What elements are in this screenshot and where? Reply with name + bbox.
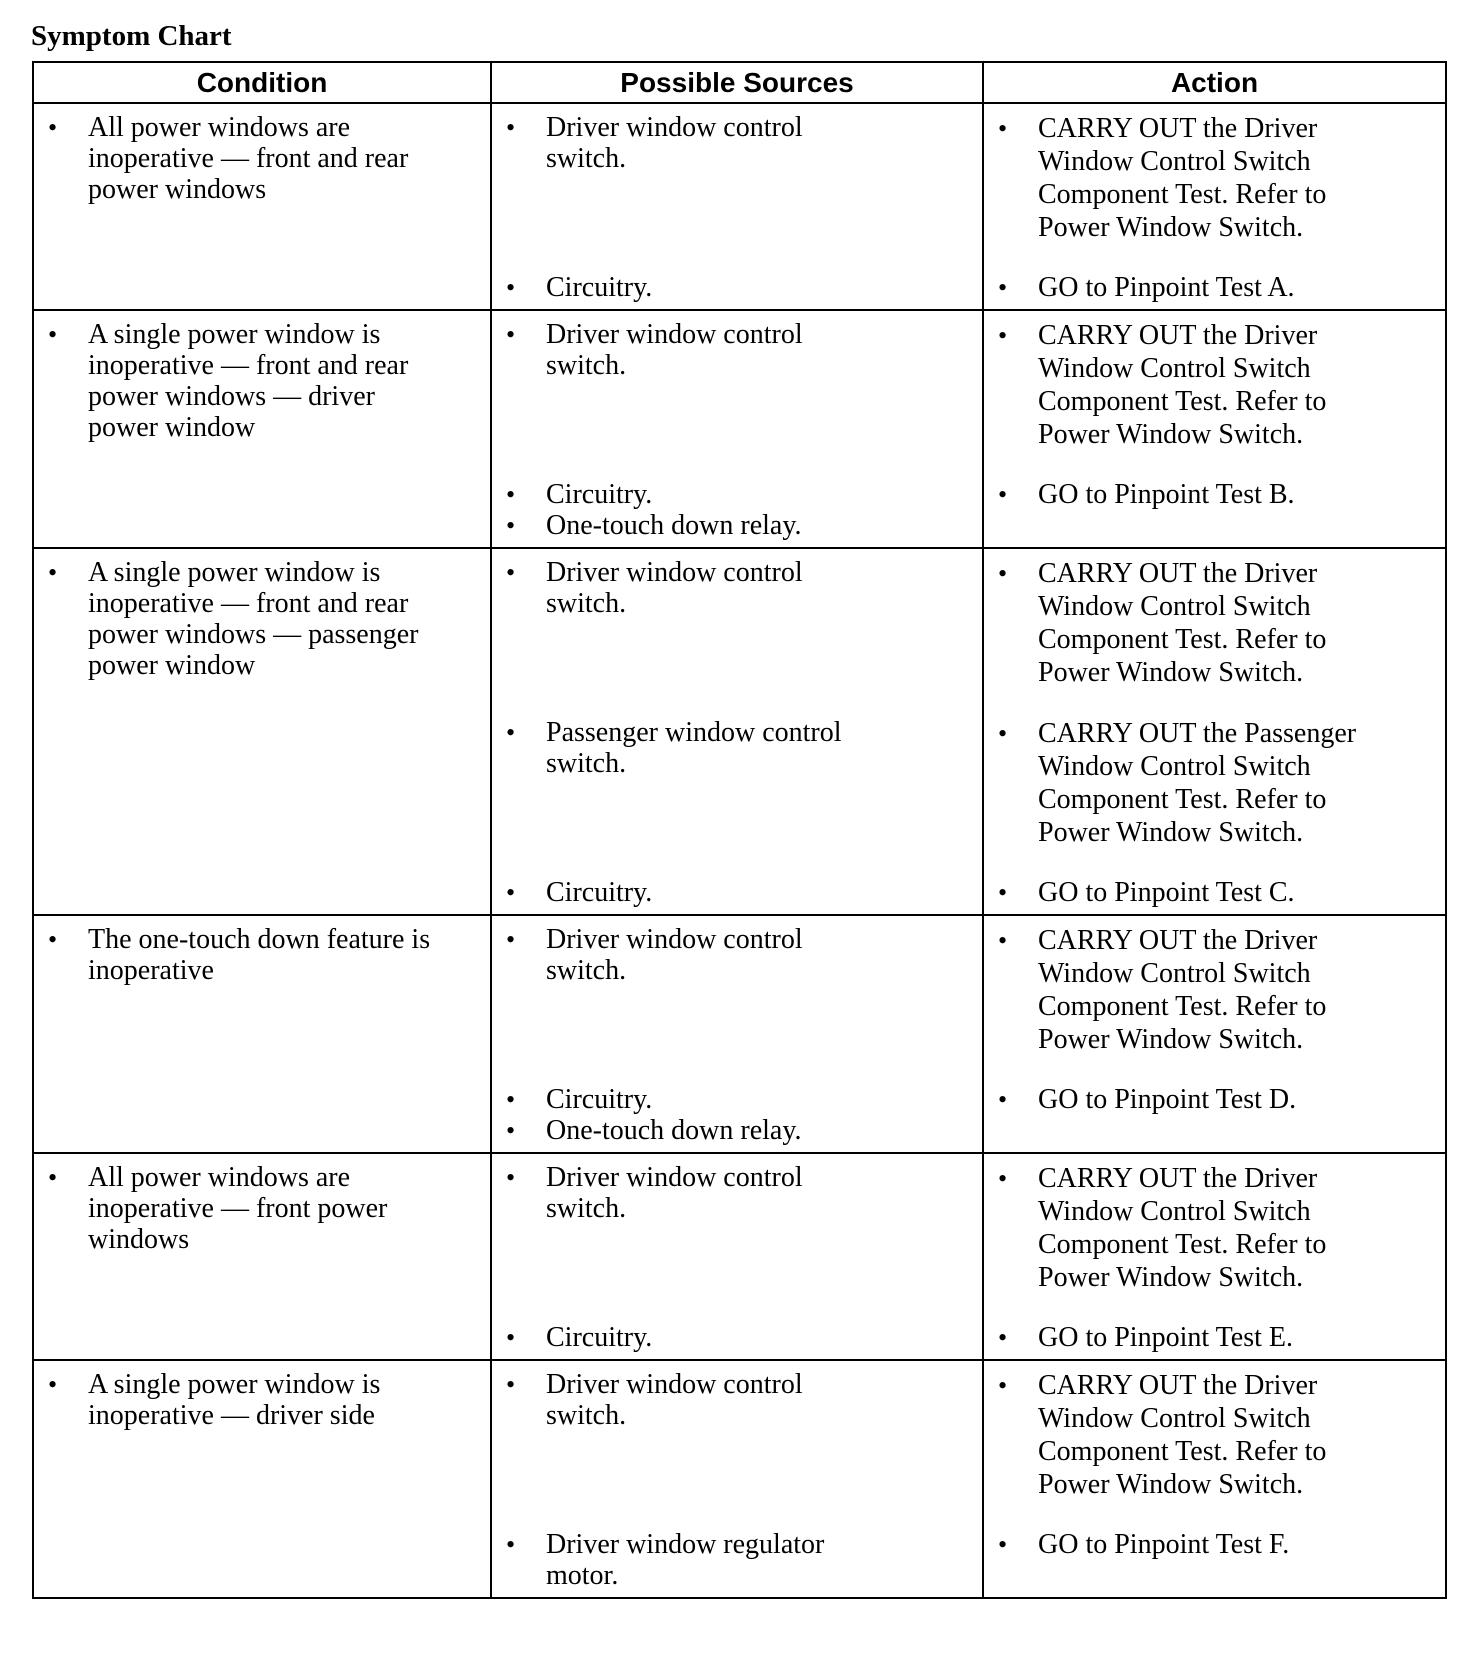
condition-cell — [33, 103, 491, 310]
bullet-icon: • — [506, 511, 516, 540]
source-item: • Driver window control switch. — [506, 319, 803, 381]
bullet-icon: • — [998, 1323, 1008, 1352]
source-item: • One-touch down relay. — [506, 510, 802, 541]
table-row — [33, 1360, 1446, 1598]
table-row — [33, 1153, 1446, 1360]
bullet-icon: • — [48, 1163, 58, 1192]
bullet-icon: • — [506, 480, 516, 509]
bullet-icon: • — [998, 719, 1008, 748]
source-item: • Circuitry. — [506, 1322, 653, 1353]
sources-cell — [491, 548, 983, 915]
table-row — [33, 103, 1446, 310]
bullet-icon: • — [506, 718, 516, 747]
bullet-icon: • — [48, 1370, 58, 1399]
page-title: Symptom Chart — [31, 20, 232, 52]
bullet-icon: • — [998, 878, 1008, 907]
condition-item: • All power windows are inoperative — front and rear power windows — [48, 112, 409, 205]
table-row — [33, 915, 1446, 1153]
action-item: • GO to Pinpoint Test A. — [998, 272, 1295, 303]
action-cell — [983, 548, 1446, 915]
action-item: • GO to Pinpoint Test D. — [998, 1084, 1297, 1115]
source-item: • Driver window control switch. — [506, 1369, 803, 1431]
bullet-icon: • — [998, 1530, 1008, 1559]
bullet-icon: • — [48, 558, 58, 587]
bullet-icon: • — [998, 273, 1008, 302]
condition-cell — [33, 548, 491, 915]
bullet-icon: • — [48, 113, 58, 142]
table-row — [33, 310, 1446, 548]
source-item: • Driver window control switch. — [506, 924, 803, 986]
action-item: • CARRY OUT the Driver Window Control Switch Component Test. Refer to Power Window Switch. — [998, 1163, 1327, 1293]
header-action: Action — [983, 62, 1446, 103]
bullet-icon: • — [998, 480, 1008, 509]
source-item: • Passenger window control switch. — [506, 717, 842, 779]
table-row — [33, 548, 1446, 915]
bullet-icon: • — [506, 1116, 516, 1145]
source-item: • Circuitry. — [506, 877, 653, 908]
action-item: • CARRY OUT the Driver Window Control Switch Component Test. Refer to Power Window Switch. — [998, 558, 1327, 688]
bullet-icon: • — [506, 878, 516, 907]
sources-cell — [491, 310, 983, 548]
header-condition: Condition — [33, 62, 491, 103]
sources-cell — [491, 103, 983, 310]
condition-cell — [33, 915, 491, 1153]
action-item: • CARRY OUT the Passenger Window Control Switch Component Test. Refer to Power Window Switch. — [998, 718, 1357, 848]
bullet-icon: • — [998, 1085, 1008, 1114]
condition-cell — [33, 1360, 491, 1598]
bullet-icon: • — [506, 1323, 516, 1352]
bullet-icon: • — [506, 925, 516, 954]
sources-cell — [491, 915, 983, 1153]
action-item: • GO to Pinpoint Test B. — [998, 479, 1295, 510]
action-cell — [983, 915, 1446, 1153]
sources-cell — [491, 1360, 983, 1598]
action-cell — [983, 103, 1446, 310]
bullet-icon: • — [506, 273, 516, 302]
action-item: • CARRY OUT the Driver Window Control Switch Component Test. Refer to Power Window Switch. — [998, 320, 1327, 450]
bullet-icon: • — [506, 320, 516, 349]
bullet-icon: • — [506, 1085, 516, 1114]
action-item: • GO to Pinpoint Test C. — [998, 877, 1295, 908]
source-item: • Circuitry. — [506, 1084, 653, 1115]
condition-item: • All power windows are inoperative — front power windows — [48, 1162, 388, 1255]
source-item: • Driver window regulator motor. — [506, 1529, 825, 1591]
bullet-icon: • — [998, 114, 1008, 143]
source-item: • Circuitry. — [506, 479, 653, 510]
bullet-icon: • — [506, 1530, 516, 1559]
bullet-icon: • — [998, 1371, 1008, 1400]
source-item: • One-touch down relay. — [506, 1115, 802, 1146]
source-item: • Driver window control switch. — [506, 557, 803, 619]
condition-item: • A single power window is inoperative — front and rear power windows — passenger power window — [48, 557, 419, 681]
bullet-icon: • — [506, 1163, 516, 1192]
bullet-icon: • — [48, 320, 58, 349]
bullet-icon: • — [506, 558, 516, 587]
action-item: • GO to Pinpoint Test F. — [998, 1529, 1290, 1560]
action-item: • GO to Pinpoint Test E. — [998, 1322, 1293, 1353]
action-cell — [983, 1360, 1446, 1598]
bullet-icon: • — [998, 1164, 1008, 1193]
bullet-icon: • — [998, 321, 1008, 350]
symptom-chart-table — [32, 61, 1447, 1599]
bullet-icon: • — [506, 1370, 516, 1399]
condition-item: • A single power window is inoperative — front and rear power windows — driver power window — [48, 319, 409, 443]
action-cell — [983, 1153, 1446, 1360]
condition-cell — [33, 310, 491, 548]
bullet-icon: • — [506, 113, 516, 142]
sources-cell — [491, 1153, 983, 1360]
action-item: • CARRY OUT the Driver Window Control Switch Component Test. Refer to Power Window Switch. — [998, 1370, 1327, 1500]
source-item: • Driver window control switch. — [506, 112, 803, 174]
condition-cell — [33, 1153, 491, 1360]
action-cell — [983, 310, 1446, 548]
source-item: • Circuitry. — [506, 272, 653, 303]
header-possible-sources: Possible Sources — [491, 62, 983, 103]
header-row — [33, 62, 1446, 103]
bullet-icon: • — [48, 925, 58, 954]
action-item: • CARRY OUT the Driver Window Control Switch Component Test. Refer to Power Window Switch. — [998, 925, 1327, 1055]
source-item: • Driver window control switch. — [506, 1162, 803, 1224]
bullet-icon: • — [998, 559, 1008, 588]
bullet-icon: • — [998, 926, 1008, 955]
condition-item: • A single power window is inoperative — driver side — [48, 1369, 381, 1431]
action-item: • CARRY OUT the Driver Window Control Switch Component Test. Refer to Power Window Switch. — [998, 113, 1327, 243]
condition-item: • The one-touch down feature is inoperative — [48, 924, 431, 986]
